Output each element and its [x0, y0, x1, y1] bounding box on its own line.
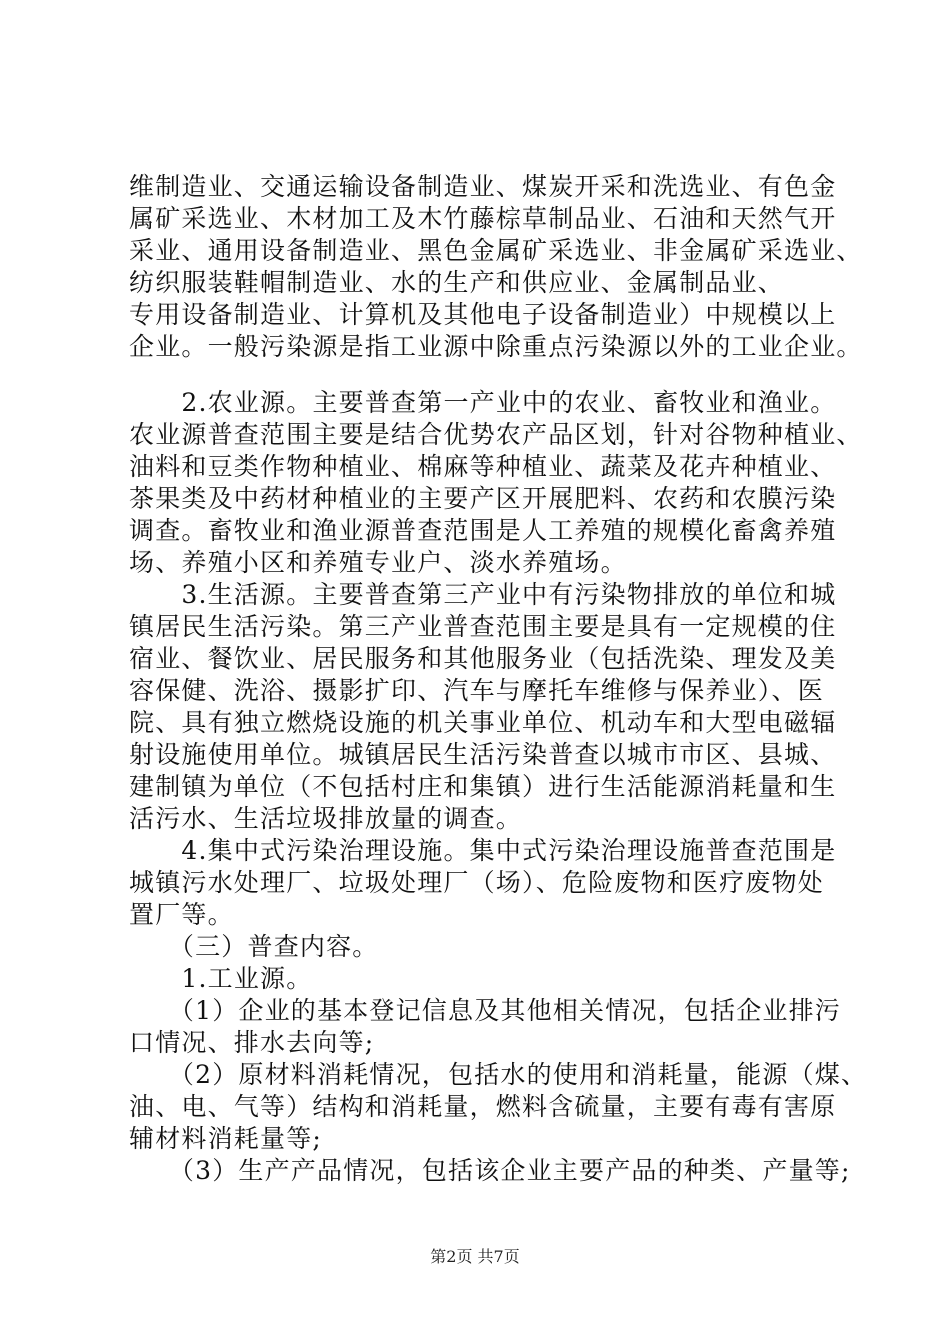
text-line: 射设施使用单位。城镇居民生活污染普查以城市市区、县城、 — [129, 740, 837, 769]
text-line: （1）企业的基本登记信息及其他相关情况，包括企业排污 — [129, 996, 842, 1025]
text-line: 场、养殖小区和养殖专业户、淡水养殖场。 — [129, 548, 627, 577]
text-line: 油、电、气等）结构和消耗量，燃料含硫量，主要有毒有害原 — [129, 1092, 837, 1121]
text-line: 置厂等。 — [129, 900, 234, 929]
text-line: 4.集中式污染治理设施。集中式污染治理设施普查范围是 — [129, 836, 837, 865]
text-line: 1.工业源。 — [129, 964, 313, 993]
text-line: 企业。一般污染源是指工业源中除重点污染源以外的工业企业。 — [129, 332, 863, 361]
text-line: 维制造业、交通运输设备制造业、煤炭开采和洗选业、有色金 — [129, 172, 837, 201]
text-line: 容保健、洗浴、摄影扩印、汽车与摩托车维修与保养业）、医 — [129, 676, 824, 705]
text-line: 采业、通用设备制造业、黑色金属矿采选业、非金属矿采选业、 — [129, 236, 863, 265]
text-line: 调查。畜牧业和渔业源普查范围是人工养殖的规模化畜禽养殖 — [129, 516, 837, 545]
text-line: （2）原材料消耗情况，包括水的使用和消耗量，能源（煤、 — [129, 1060, 868, 1089]
paragraph-gap — [129, 363, 829, 387]
text-line: 院、具有独立燃烧设施的机关事业单位、机动车和大型电磁辐 — [129, 708, 837, 737]
text-line: （3）生产产品情况，包括该企业主要产品的种类、产量等; — [129, 1156, 851, 1185]
text-line: 口情况、排水去向等; — [129, 1028, 375, 1057]
text-line: 宿业、餐饮业、居民服务和其他服务业（包括洗染、理发及美 — [129, 644, 837, 673]
text-line: 属矿采选业、木材加工及木竹藤棕草制品业、石油和天然气开 — [129, 204, 837, 233]
text-line: 3.生活源。主要普查第三产业中有污染物排放的单位和城 — [129, 580, 837, 609]
text-line: 油料和豆类作物种植业、棉麻等种植业、蔬菜及花卉种植业、 — [129, 452, 837, 481]
text-line: 纺织服装鞋帽制造业、水的生产和供应业、金属制品业、 — [129, 268, 785, 297]
text-line: 活污水、生活垃圾排放量的调查。 — [129, 804, 523, 833]
text-line: 辅材料消耗量等; — [129, 1124, 323, 1153]
page-footer: 第2页 共7页 — [430, 1247, 520, 1266]
text-line: 2.农业源。主要普查第一产业中的农业、畜牧业和渔业。 — [129, 388, 837, 417]
text-line: 建制镇为单位（不包括村庄和集镇）进行生活能源消耗量和生 — [129, 772, 837, 801]
body-text — [129, 171, 868, 1187]
text-line: 城镇污水处理厂、垃圾处理厂（场）、危险废物和医疗废物处 — [129, 868, 824, 897]
text-line: 专用设备制造业、计算机及其他电子设备制造业）中规模以上 — [129, 300, 837, 329]
text-line: 农业源普查范围主要是结合优势农产品区划，针对谷物种植业、 — [129, 420, 863, 449]
text-line: 镇居民生活污染。第三产业普查范围主要是具有一定规模的住 — [129, 612, 837, 641]
text-line: （三）普查内容。 — [129, 932, 379, 961]
text-line: 茶果类及中药材种植业的主要产区开展肥料、农药和农膜污染 — [129, 484, 837, 513]
